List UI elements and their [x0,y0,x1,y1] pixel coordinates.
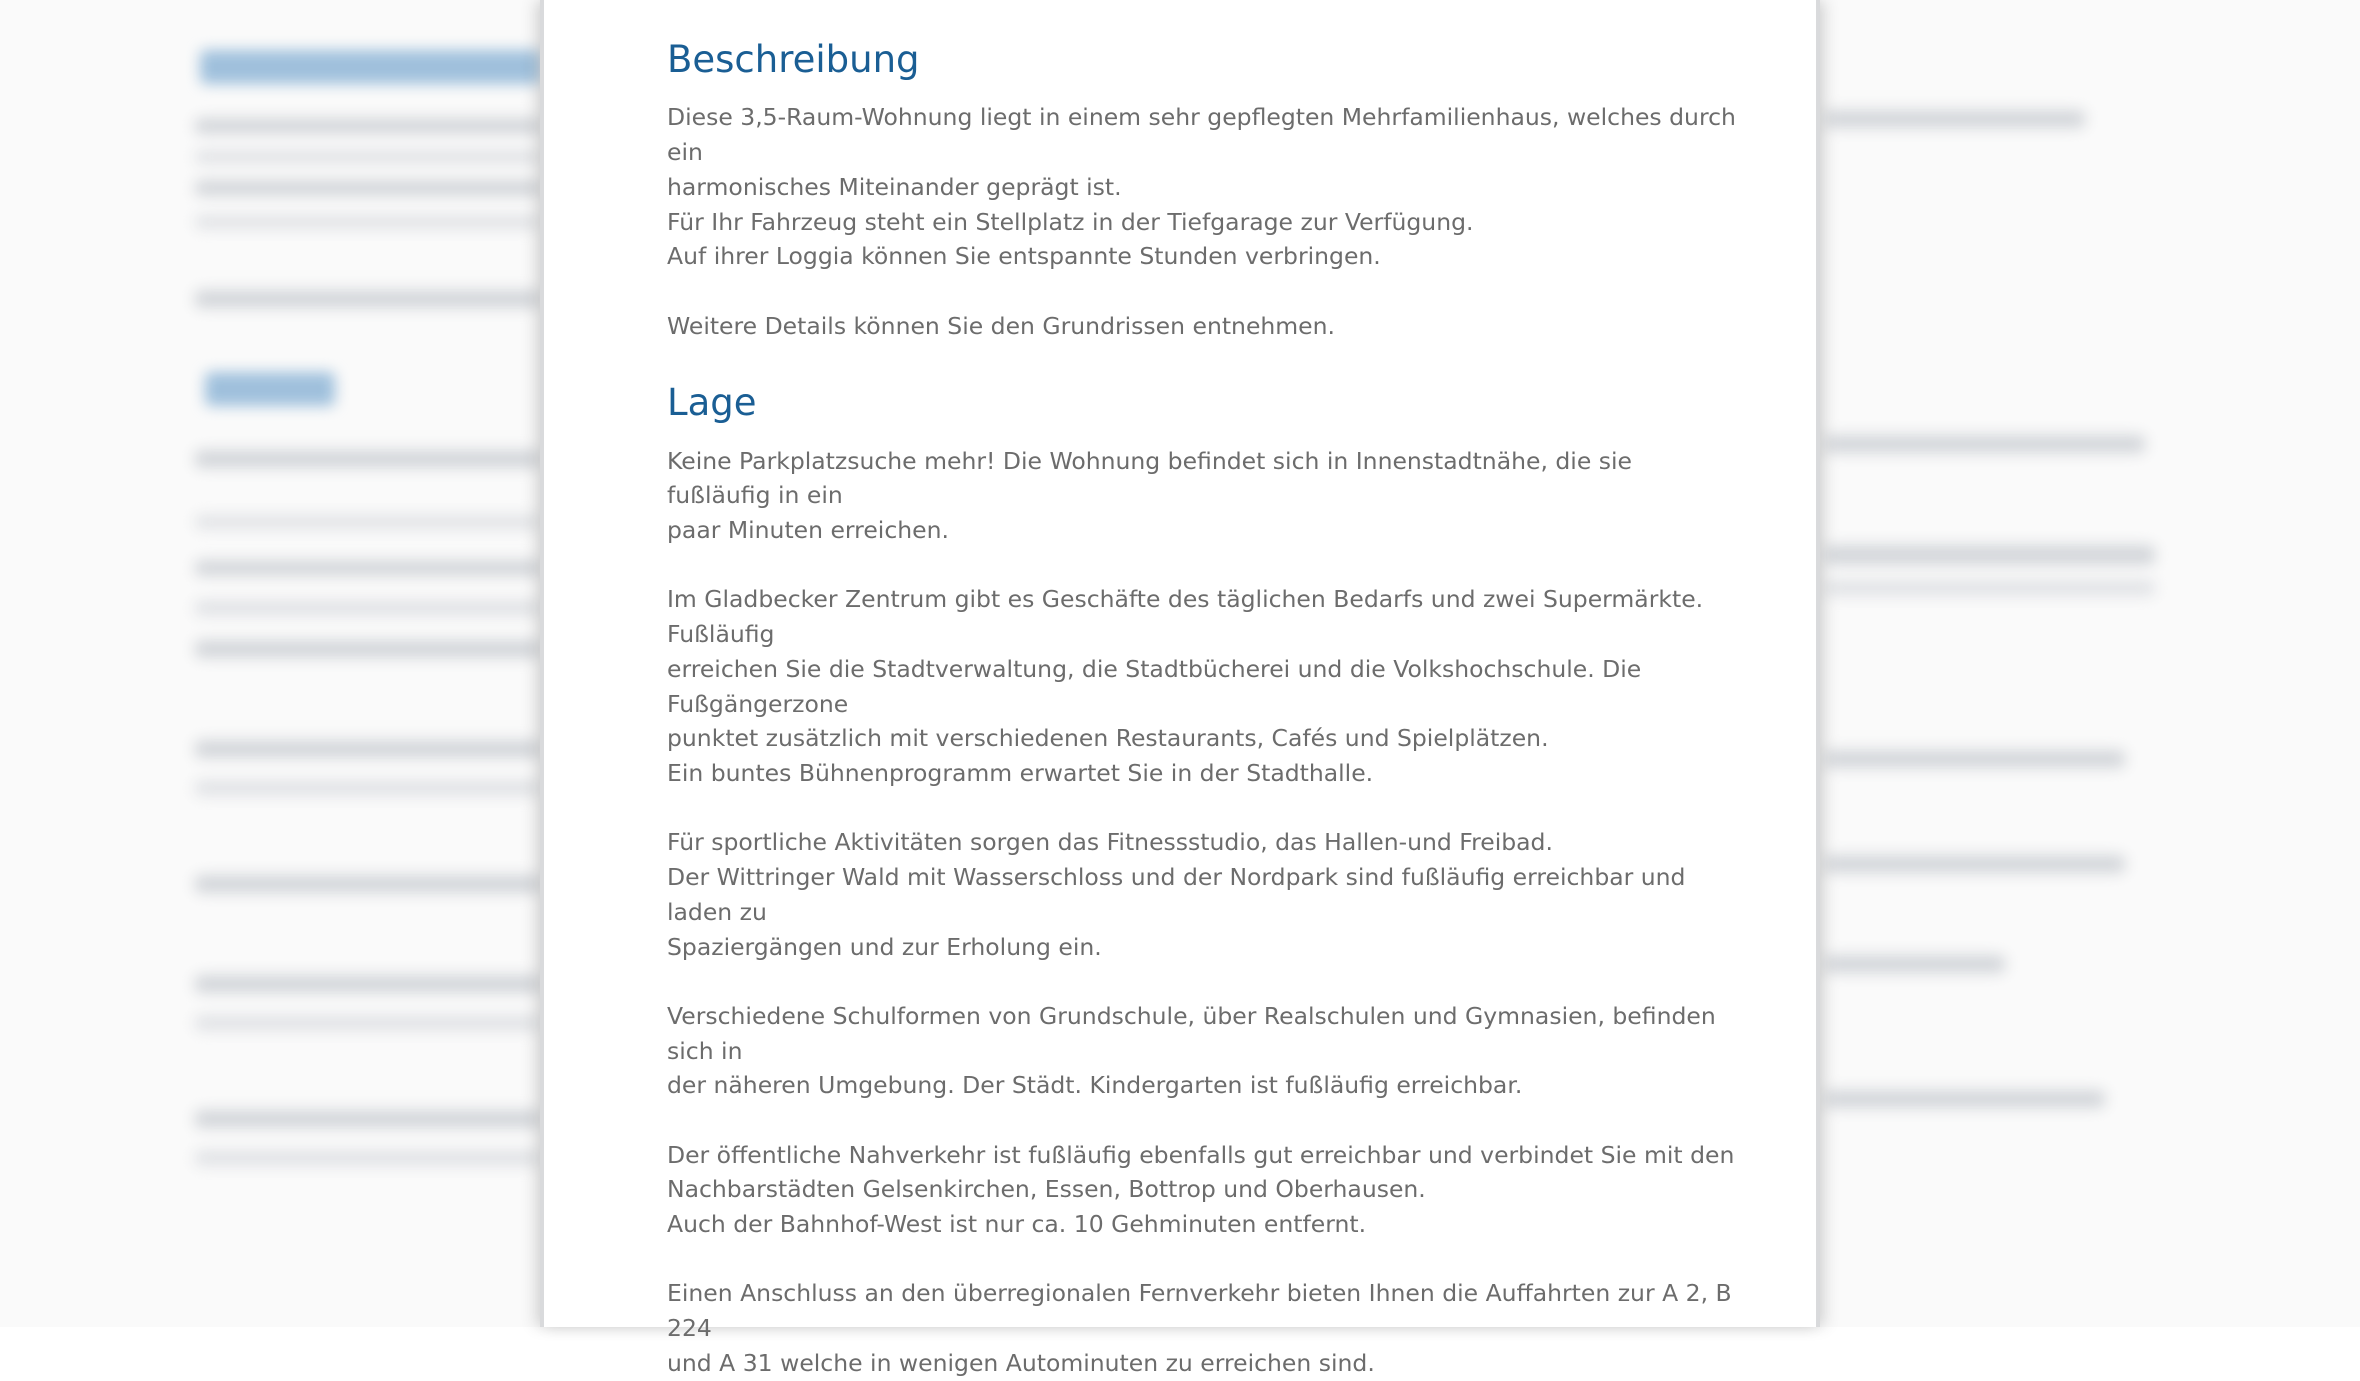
blurred-text-line [1825,435,2145,453]
location-paragraph: Der öffentliche Nahverkehr ist fußläufig ebenfalls gut erreichbar und verbindet Sie mit den Nachbarstädten Gelsenkirchen, Essen, Bottrop und Oberhausen. Auch der Bahnhof-West ist nur ca. 10 Gehminuten entfernt. [667,1140,1735,1239]
blurred-text-line [195,875,540,893]
description-title: Beschreibung [667,38,920,81]
location-paragraph: Verschiedene Schulformen von Grundschule, über Realschulen und Gymnasien, befinden sich in der näheren Umgebung. Der Städt. Kindergarten ist fußläufig erreichbar. [667,1001,1716,1100]
blurred-text-line [1825,1090,2105,1108]
blurred-text-line [195,975,540,993]
blurred-text-line [195,560,540,576]
blurred-text-line [195,640,540,658]
blurred-text-line [1825,855,2125,873]
blurred-text-line [195,450,540,468]
blurred-text-line [195,215,540,229]
blurred-text-line [195,290,540,308]
blurred-text-line [195,600,540,616]
blurred-text-line [1825,580,2155,596]
blurred-text-line [195,1015,540,1031]
location-section [667,381,1737,1380]
location-paragraph: Einen Anschluss an den überregionalen Fernverkehr bieten Ihnen die Auffahrten zur A 2, B 224 und A 31 welche in wenigen Autominuten zu erreichen sind. [667,1279,1732,1377]
description-paragraph: Weitere Details können Sie den Grundrissen entnehmen. [667,311,1336,340]
blurred-text-line [1825,545,2155,565]
blurred-text-line [1825,750,2125,768]
modal-content [667,38,1737,1381]
blurred-text-line [195,180,540,196]
location-paragraph: Für sportliche Aktivitäten sorgen das Fitnessstudio, das Hallen-und Freibad. Der Wittringer Wald mit Wasserschloss und der Nordpark sind fußläufig erreichbar und laden zu Spaziergängen und zur Erholung ein. [667,828,1686,961]
blurred-text-line [195,1110,540,1128]
location-paragraph: Keine Parkplatzsuche mehr! Die Wohnung befindet sich in Innenstadtnähe, die sie fußläufig in ein paar Minuten erreichen. [667,446,1632,545]
location-paragraph: Im Gladbecker Zentrum gibt es Geschäfte des täglichen Bedarfs und zwei Supermärkte. Fußläufig erreichen Sie die Stadtverwaltung, die Stadtbücherei und die Volkshochschule. Die Fußgängerzone punktet zusätzlich mit verschiedenen Restaurants, Cafés und Spielplätzen. Ein buntes Bühnenprogramm erwartet Sie in der Stadthalle. [667,585,1704,787]
blurred-heading [205,372,335,406]
location-title: Lage [667,381,757,425]
description-section [667,38,1737,343]
blurred-text-line [195,780,540,796]
blurred-text-line [1825,955,2005,973]
blurred-text-line [195,740,540,758]
blurred-text-line [195,150,540,164]
blurred-text-line [195,515,540,529]
blurred-text-line [195,118,540,134]
blurred-text-line [1825,110,2085,128]
blurred-heading [200,50,540,84]
description-paragraph: Diese 3,5-Raum-Wohnung liegt in einem sehr gepflegten Mehrfamilienhaus, welches durch ein harmonisches Miteinander geprägt ist. Für Ihr Fahrzeug steht ein Stellplatz in der Tiefgarage zur Verfügung. Auf ihrer Loggia können Sie entspannte Stunden verbringen. [667,103,1736,271]
property-details-modal [540,0,1820,1377]
blurred-text-line [195,1150,540,1166]
